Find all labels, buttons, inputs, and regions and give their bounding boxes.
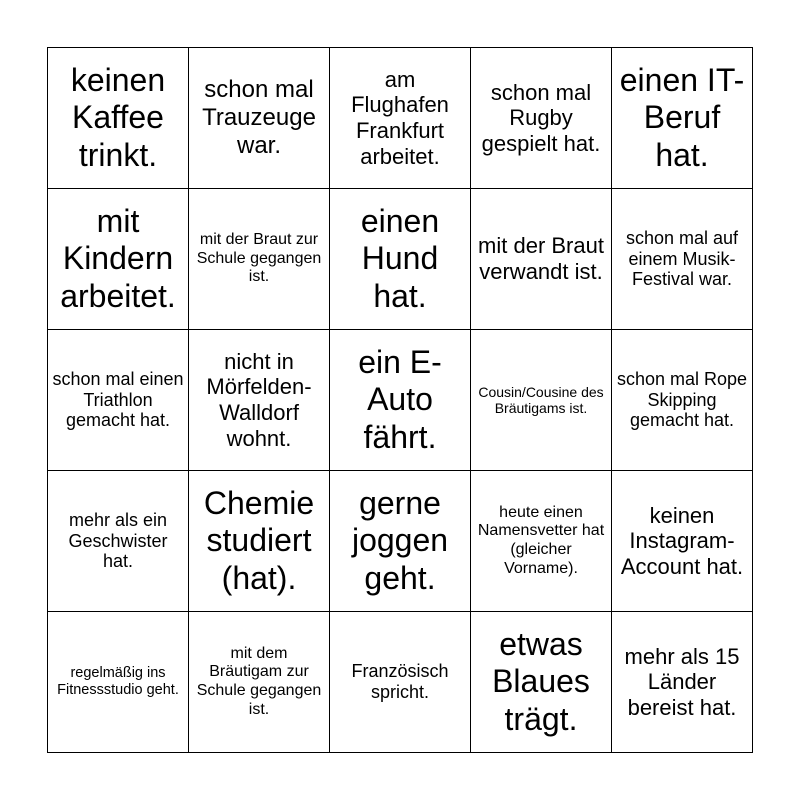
bingo-cell[interactable]: mehr als ein Geschwister hat. (48, 471, 189, 612)
bingo-row (48, 48, 753, 189)
bingo-cell[interactable]: keinen Kaffee trinkt. (48, 48, 189, 189)
bingo-row (48, 612, 753, 753)
bingo-cell[interactable]: am Flughafen Frankfurt arbeitet. (330, 48, 471, 189)
bingo-cell[interactable]: schon mal Rugby gespielt hat. (471, 48, 612, 189)
bingo-cell[interactable]: schon mal Rope Skipping gemacht hat. (612, 330, 753, 471)
bingo-cell[interactable]: mehr als 15 Länder bereist hat. (612, 612, 753, 753)
bingo-cell[interactable]: mit der Braut zur Schule gegangen ist. (189, 189, 330, 330)
bingo-cell[interactable]: gerne joggen geht. (330, 471, 471, 612)
bingo-cell[interactable]: Chemie studiert (hat). (189, 471, 330, 612)
bingo-cell[interactable]: einen Hund hat. (330, 189, 471, 330)
bingo-cell[interactable]: nicht in Mörfelden-Walldorf wohnt. (189, 330, 330, 471)
bingo-cell[interactable]: mit dem Bräutigam zur Schule gegangen ist. (189, 612, 330, 753)
bingo-cell[interactable]: keinen Instagram-Account hat. (612, 471, 753, 612)
bingo-cell[interactable]: regelmäßig ins Fitnessstudio geht. (48, 612, 189, 753)
bingo-cell[interactable]: mit der Braut verwandt ist. (471, 189, 612, 330)
bingo-cell[interactable]: Cousin/Cousine des Bräutigams ist. (471, 330, 612, 471)
bingo-row (48, 189, 753, 330)
bingo-row (48, 471, 753, 612)
bingo-cell[interactable]: schon mal Trauzeuge war. (189, 48, 330, 189)
bingo-cell[interactable]: heute einen Namensvetter hat (gleicher Vorname). (471, 471, 612, 612)
bingo-card-grid (47, 47, 753, 753)
bingo-cell[interactable]: schon mal einen Triathlon gemacht hat. (48, 330, 189, 471)
bingo-cell[interactable]: Französisch spricht. (330, 612, 471, 753)
bingo-cell[interactable]: ein E-Auto fährt. (330, 330, 471, 471)
bingo-row (48, 330, 753, 471)
bingo-cell[interactable]: einen IT-Beruf hat. (612, 48, 753, 189)
bingo-cell[interactable]: etwas Blaues trägt. (471, 612, 612, 753)
bingo-cell[interactable]: mit Kindern arbeitet. (48, 189, 189, 330)
bingo-cell[interactable]: schon mal auf einem Musik-Festival war. (612, 189, 753, 330)
